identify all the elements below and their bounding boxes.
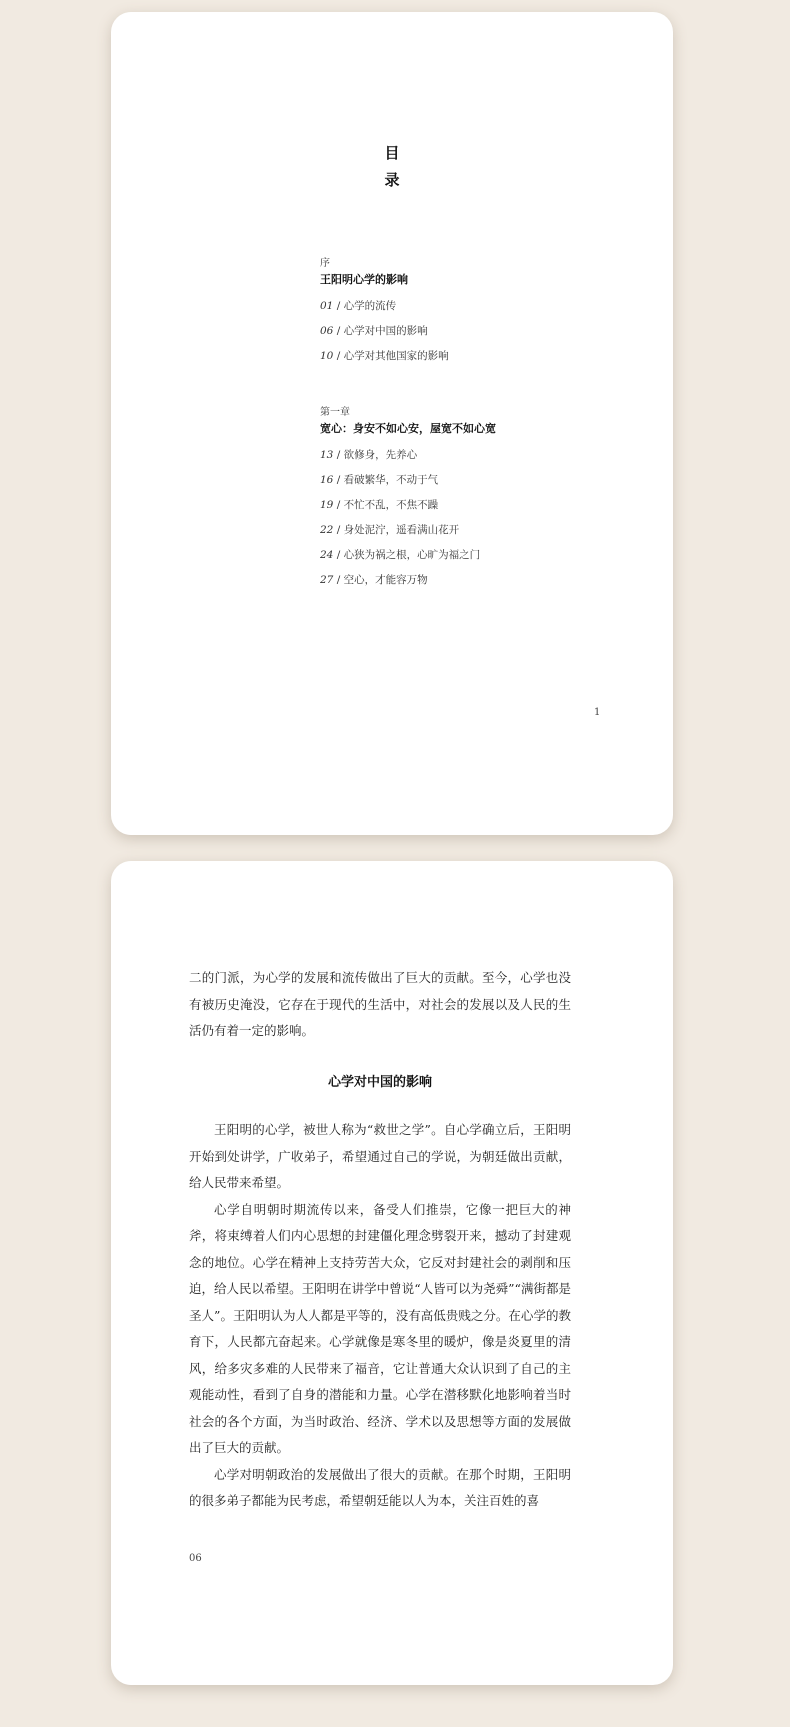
toc-entry[interactable]: 13 / 欲修身，先养心 [320,449,418,461]
paragraph: 王阳明的心学，被世人称为“救世之学”。自心学确立后，王阳明开始到处讲学，广收弟子，希望通过自己的学说，为朝廷做出贡献，给人民带来希望。 [189,1122,571,1190]
toc-page [111,12,673,835]
toc-entry-page: 19 [320,499,334,511]
toc-entry[interactable]: 22 / 身处泥泞，遥看满山花开 [320,524,460,536]
toc-entry-page: 24 [320,549,334,561]
toc-entry[interactable]: 06 / 心学对中国的影响 [320,325,428,337]
toc-entry-page: 10 [320,350,334,362]
toc-entry[interactable]: 24 / 心狭为祸之根，心旷为福之门 [320,549,481,561]
toc-entry[interactable]: 01 / 心学的流传 [320,300,397,312]
toc-entry[interactable]: 16 / 看破繁华，不动于气 [320,474,439,486]
section-body [189,1117,571,1515]
page-number: 1 [594,707,601,718]
page-number: 06 [189,1553,202,1564]
toc-section-preface [320,256,620,373]
toc-entry-title: 空心，才能容万物 [343,574,428,586]
intro-text [189,965,571,1045]
toc-entry-page: 22 [320,524,334,536]
paragraph: 心学对明朝政治的发展做出了很大的贡献。在那个时期，王阳明的很多弟子都能为民考虑，希望朝廷能以人为本，关注百姓的喜 [189,1466,571,1508]
toc-section-label: 第一章 [320,407,350,418]
toc-section-title: 宽心：身安不如心安，屋宽不如心宽 [320,422,496,435]
toc-entry-title: 心狭为祸之根，心旷为福之门 [343,549,481,561]
paragraph: 二的门派，为心学的发展和流传做出了巨大的贡献。至今，心学也没有被历史淹没，它存在于现代的生活中，对社会的发展以及人民的生活仍有着一定的影响。 [189,970,571,1038]
toc-title [111,140,673,194]
toc-entry-title: 心学对中国的影响 [343,325,428,337]
toc-entry-title: 身处泥泞，遥看满山花开 [343,524,460,536]
toc-entry-title: 欲修身，先养心 [343,449,418,461]
toc-entry-page: 27 [320,574,334,586]
toc-entry-title: 心学的流传 [343,300,397,312]
toc-title-line1: 目 [384,144,400,162]
toc-entry-page: 16 [320,474,334,486]
toc-section-chapter-1 [320,405,620,597]
paragraph: 心学自明朝时期流传以来，备受人们推崇，它像一把巨大的神斧，将束缚着人们内心思想的封建僵化理念劈裂开来，撼动了封建观念的地位。心学在精神上支持劳苦大众，它反对封建社会的剥削和压迫，给人民以希望。王阳明在讲学中曾说“人皆可以为尧舜”“满街都是圣人”。王阳明认为人人都是平等的，没有高低贵贱之分。在心学的教育下，人民都亢奋起来。心学就像是寒冬里的暖炉，像是炎夏里的清风，给多灾多难的人民带来了福音，它让普通大众认识到了自己的主观能动性，看到了自身的潜能和力量。心学在潜移默化地影响着当时社会的各个方面，为当时政治、经济、学术以及思想等方面的发展做出了巨大的贡献。 [189,1201,571,1455]
toc-entry-title: 看破繁华，不动于气 [343,474,439,486]
toc-entry-page: 06 [320,325,334,337]
content-page [111,861,673,1685]
toc-title-line2: 录 [384,171,400,189]
toc-entry[interactable]: 19 / 不忙不乱，不焦不躁 [320,499,439,511]
toc-entry[interactable]: 10 / 心学对其他国家的影响 [320,350,449,362]
section-heading: 心学对中国的影响 [327,1075,432,1090]
toc-entry-page: 13 [320,449,334,461]
toc-entry-title: 不忙不乱，不焦不躁 [343,499,439,511]
toc-entry-page: 01 [320,300,334,312]
toc-section-label: 序 [320,258,330,269]
toc-entry-title: 心学对其他国家的影响 [343,350,449,362]
toc-entry[interactable]: 27 / 空心，才能容万物 [320,574,428,586]
toc-section-title: 王阳明心学的影响 [320,273,408,286]
